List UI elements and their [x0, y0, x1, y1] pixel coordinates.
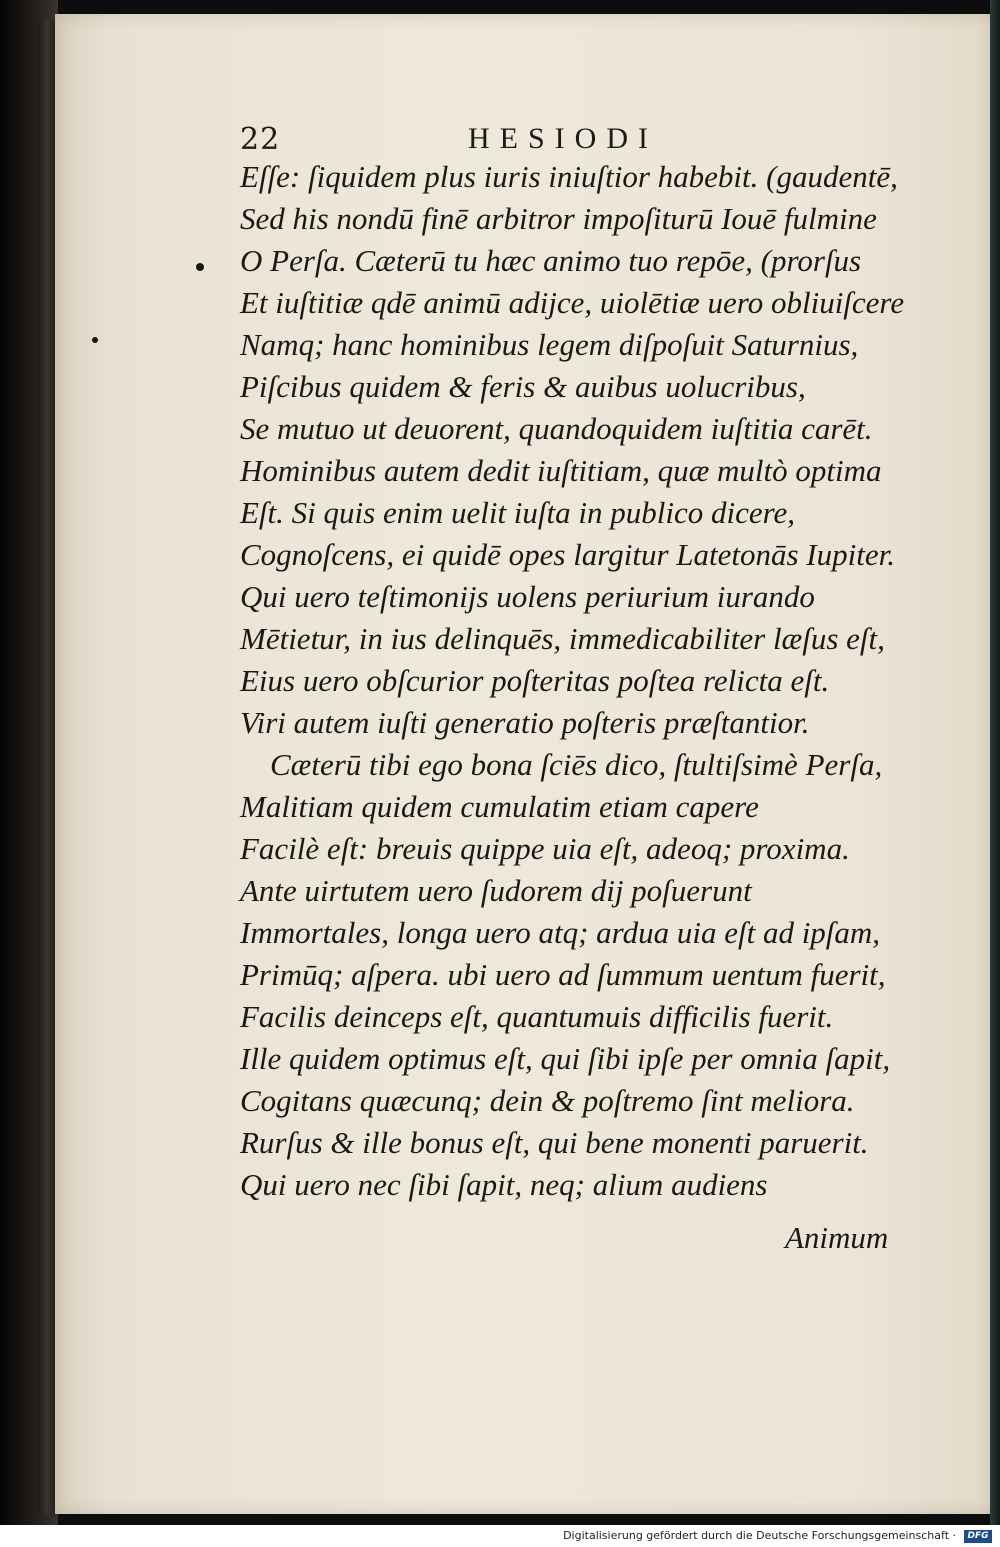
- footer-bar: [0, 1525, 1000, 1547]
- text-line: Se mutuo ut deuorent, quandoquidem iuſtitia carēt.: [240, 411, 873, 446]
- text-line: O Perſa. Cæterū tu hæc animo tuo repōe, (prorſus: [240, 243, 862, 278]
- text-line: Malitiam quidem cumulatim etiam capere: [240, 789, 759, 824]
- text-line: Viri autem iuſti generatio poſteris præſtantior.: [240, 705, 810, 740]
- margin-dot: [196, 263, 204, 271]
- text-line: Eſt. Si quis enim uelit iuſta in publico dicere,: [240, 495, 796, 530]
- dfg-logo: DFG: [964, 1530, 992, 1543]
- text-line: Et iuſtitiæ qdē animū adijce, uiolētiæ uero obliuiſcere: [240, 285, 905, 320]
- footer-credit: Digitalisierung gefördert durch die Deutsche Forschungsgemeinschaft ·: [563, 1529, 956, 1542]
- text-line: Cæterū tibi ego bona ſciēs dico, ſtultiſsimè Perſa,: [270, 747, 883, 782]
- text-line: Immortales, longa uero atq; ardua uia eſt ad ipſam,: [240, 915, 881, 950]
- running-head: HESIODI: [468, 122, 658, 155]
- margin-dot: [92, 337, 98, 343]
- page-header: [240, 122, 940, 162]
- text-line: Rurſus & ille bonus eſt, qui bene monenti paruerit.: [240, 1125, 869, 1160]
- page-number: 22: [240, 122, 281, 157]
- text-line: Ante uirtutem uero ſudorem dij poſuerunt: [240, 873, 752, 908]
- text-line: Mētietur, in ius delinquēs, immedicabiliter læſus eſt,: [240, 621, 885, 656]
- text-line: Hominibus autem dedit iuſtitiam, quæ multò optima: [240, 453, 882, 488]
- catchword: Animum: [785, 1220, 889, 1255]
- text-line: Qui uero nec ſibi ſapit, neq; alium audiens: [240, 1167, 768, 1202]
- text-line: Namq; hanc hominibus legem diſpoſuit Saturnius,: [240, 327, 859, 362]
- text-line: Piſcibus quidem & feris & auibus uolucribus,: [240, 369, 806, 404]
- text-line: Facilè eſt: breuis quippe uia eſt, adeoq; proxima.: [240, 831, 850, 866]
- text-line: Cogitans quæcunq; dein & poſtremo ſint meliora.: [240, 1083, 855, 1118]
- page-right-edge: [990, 0, 1000, 1525]
- text-line: Ille quidem optimus eſt, qui ſibi ipſe per omnia ſapit,: [240, 1041, 891, 1076]
- text-line: Facilis deinceps eſt, quantumuis difficilis fuerit.: [240, 999, 834, 1034]
- text-line: Cognoſcens, ei quidē opes largitur Latetonās Iupiter.: [240, 537, 895, 572]
- text-line: Sed his nondū finē arbitror impoſiturū Iouē fulmine: [240, 201, 877, 236]
- text-line: Eius uero obſcurior poſteritas poſtea relicta eſt.: [240, 663, 830, 698]
- text-line: Eſſe: ſiquidem plus iuris iniuſtior habebit. (gaudentē,: [240, 159, 898, 194]
- text-line: Primūq; aſpera. ubi uero ad ſummum uentum fuerit,: [240, 957, 886, 992]
- book-spine: [38, 20, 56, 1515]
- text-line: Qui uero teſtimonijs uolens periurium iurando: [240, 579, 815, 614]
